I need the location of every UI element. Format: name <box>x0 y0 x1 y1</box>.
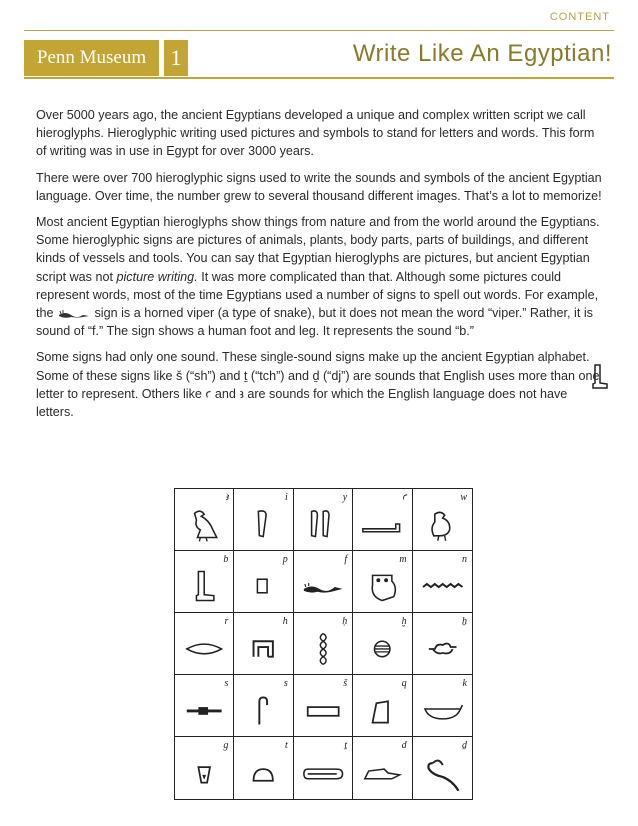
transliteration-label: b <box>223 554 229 565</box>
header-rule <box>24 30 614 31</box>
sign-cell <box>175 489 234 551</box>
page-number: 1 <box>164 40 188 76</box>
sign-cell <box>413 737 472 799</box>
courtyard-icon <box>240 627 286 668</box>
horned-viper-icon <box>300 565 346 606</box>
transliteration-label: f <box>344 554 348 565</box>
hill-slope-icon <box>359 689 405 730</box>
transliteration-label: t <box>285 740 288 751</box>
transliteration-label: ḫ <box>401 616 407 627</box>
transliteration-label: ꜥ <box>401 492 407 503</box>
sign-cell <box>294 675 353 737</box>
transliteration-label: h <box>282 616 288 627</box>
transliteration-label: k <box>462 678 467 689</box>
transliteration-label: w <box>460 492 467 503</box>
transliteration-label: m <box>399 554 407 565</box>
transliteration-label: ꜣ <box>224 492 229 503</box>
body-text <box>36 106 608 429</box>
quail-chick-icon <box>419 503 466 544</box>
sign-cell <box>353 613 412 675</box>
paragraph-text: It was more complicated than that. Although some pictures could represent words, most of the time Egyptians used a number of signs to spell out words. For example, the <box>36 269 599 321</box>
transliteration-label: y <box>342 492 348 503</box>
cobra-icon <box>419 751 466 793</box>
sign-cell <box>413 675 472 737</box>
reed-leaf-icon <box>240 503 286 544</box>
sign-cell <box>413 489 472 551</box>
forearm-icon <box>359 503 405 544</box>
basket-icon <box>419 689 466 730</box>
transliteration-label: š <box>343 678 348 689</box>
transliteration-label: ṯ <box>344 740 348 751</box>
transliteration-label: r <box>224 616 229 627</box>
sign-cell <box>234 613 293 675</box>
emphasis-text: picture writing. <box>116 269 198 284</box>
folded-cloth-icon <box>240 689 286 730</box>
sign-cell <box>413 613 472 675</box>
mouth-icon <box>181 627 227 668</box>
sign-cell <box>234 737 293 799</box>
sign-cell <box>234 675 293 737</box>
transliteration-label: q <box>401 678 407 689</box>
sign-cell <box>353 737 412 799</box>
jar-stand-icon <box>181 751 227 793</box>
transliteration-label: i <box>285 492 288 503</box>
animal-belly-icon <box>419 627 466 668</box>
paragraph-text: sign is a horned viper (a type of snake), but it does not mean the word “viper.” Rather, it is sound of “f.” The sign shows a human foot and leg. It represents the sound “b.” <box>36 306 593 339</box>
transliteration-label: s <box>283 678 288 689</box>
transliteration-label: s <box>224 678 229 689</box>
header-divider <box>24 77 614 79</box>
section-label: CONTENT <box>549 11 610 23</box>
paragraph-pictures <box>36 213 608 340</box>
foot-icon <box>181 565 227 606</box>
transliteration-label: g <box>223 740 229 751</box>
sign-cell <box>294 551 353 613</box>
sign-cell <box>353 489 412 551</box>
sign-cell <box>353 551 412 613</box>
sign-cell <box>175 613 234 675</box>
pool-icon <box>300 689 346 730</box>
placenta-icon <box>359 627 405 668</box>
water-ripple-icon <box>419 565 466 606</box>
owl-icon <box>359 565 405 606</box>
transliteration-label: n <box>462 554 467 565</box>
sign-cell <box>353 675 412 737</box>
transliteration-label: p <box>282 554 288 565</box>
sign-cell <box>294 489 353 551</box>
transliteration-label: ḥ <box>342 616 348 627</box>
sign-cell <box>175 737 234 799</box>
sign-cell <box>294 613 353 675</box>
paragraph-alphabet: Some signs had only one sound. These single-sound signs make up the ancient Egyptian alphabet. Some of these signs like š (“sh”) and ṯ (“tch”) and ḏ (“dj”) are sounds that English uses more than one letter to represent. Others like ꜥ and ꜣ are sounds for which the English language does not have letters. <box>36 350 600 420</box>
paragraph-sign-count: There were over 700 hieroglyphic signs used to write the sounds and symbols of the ancient Egyptian language. Over time, the number grew to several thousand different images. That’s a lot to memorize! <box>36 170 602 203</box>
brand-logo: Penn Museum <box>24 40 159 76</box>
transliteration-label: ḏ <box>462 740 467 751</box>
double-reed-icon <box>300 503 346 544</box>
paragraph-intro: Over 5000 years ago, the ancient Egyptians developed a unique and complex written script we call hieroglyphs. Hieroglyphic writing used pictures and symbols to stand for letters and words. This form of writing was in use in Egypt for over 3000 years. <box>36 108 595 159</box>
sign-cell <box>234 551 293 613</box>
foot-icon <box>590 364 608 390</box>
page-title: Write Like An Egyptian! <box>352 40 612 67</box>
hand-icon <box>359 751 405 793</box>
bread-loaf-icon <box>240 751 286 793</box>
hieroglyph-alphabet-chart <box>174 488 473 800</box>
sign-cell <box>294 737 353 799</box>
sign-cell <box>234 489 293 551</box>
transliteration-label: d <box>401 740 407 751</box>
horned-viper-icon <box>57 308 91 320</box>
vulture-icon <box>181 503 227 544</box>
stool-icon <box>240 565 286 606</box>
transliteration-label: ẖ <box>462 616 467 627</box>
paragraph-text: Most ancient Egyptian hieroglyphs show things from nature and from the world around the Egyptians. Some hieroglyphic signs are pictures of animals, plants, body parts, parts of buildings, and different kinds of vessels and tools. You can say that Egyptian hieroglyphs are pictures, but ancient Egyptian script was not <box>36 215 600 284</box>
sign-cell <box>175 551 234 613</box>
sign-cell <box>413 551 472 613</box>
twisted-flax-icon <box>300 627 346 668</box>
door-bolt-icon <box>181 689 227 730</box>
sign-cell <box>175 675 234 737</box>
tethering-rope-icon <box>300 751 346 793</box>
